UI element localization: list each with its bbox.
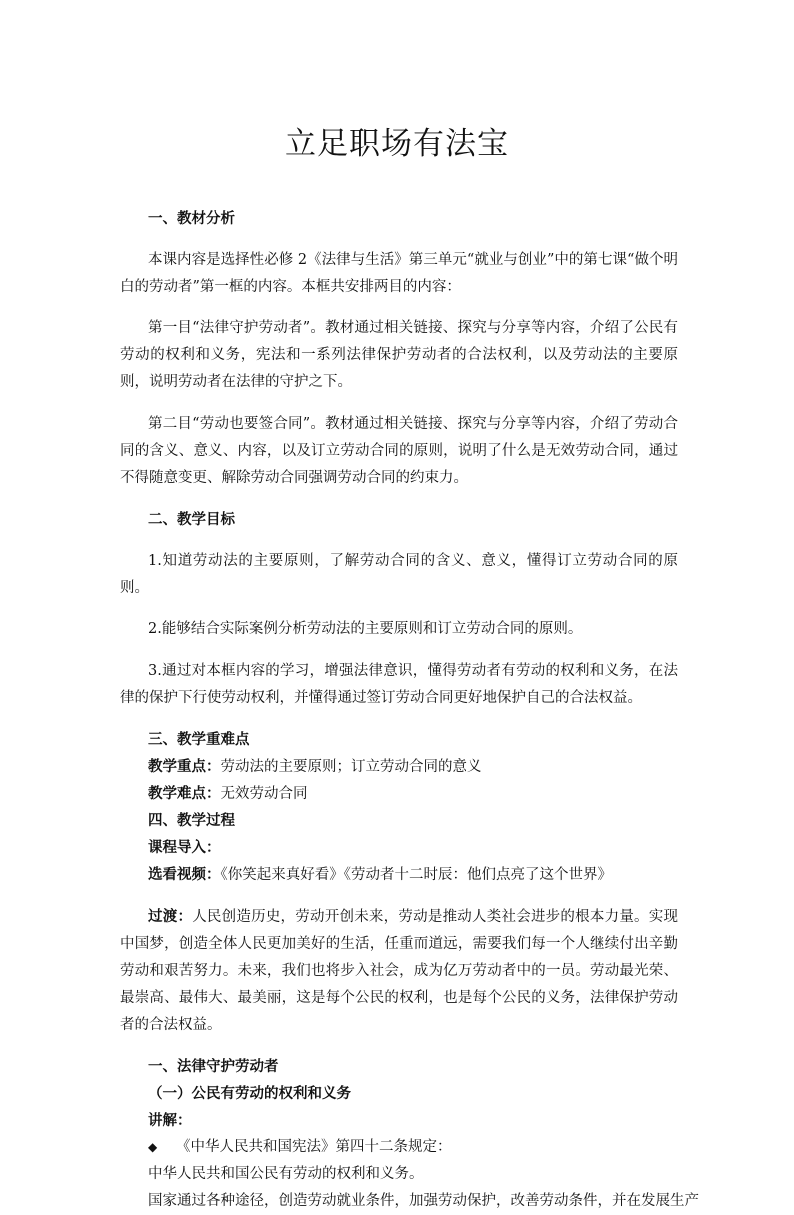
video-line (120, 861, 678, 888)
document-title: 立足职场有法宝 (285, 126, 509, 162)
section-heading-process: 四、教学过程 (148, 812, 235, 829)
video-text: 《你笑起来真好看》《劳动者十二时辰：他们点亮了这个世界》 (220, 867, 612, 883)
law-paragraph-2: 国家通过各种途径，创造劳动就业条件，加强劳动保护，改善劳动条件，并在发展生产 (148, 1193, 699, 1209)
law-paragraph-1: 中华人民共和国公民有劳动的权利和义务。 (148, 1166, 424, 1182)
diamond-bullet-icon: ◆ (148, 1140, 158, 1154)
bullet-text: 《中华人民共和国宪法》第四十二条规定： (176, 1139, 452, 1155)
section-heading-objectives: 二、教学目标 (148, 511, 235, 528)
difficult-point-line (120, 780, 678, 807)
video-label: 选看视频： (148, 866, 221, 883)
key-point-line (120, 753, 678, 780)
paragraph-materials-topic2: 第二目“劳动也要签合同”。教材通过相关链接、探究与分享等内容，介绍了劳动合同的含义、意义、内容，以及订立劳动合同的原则，说明了什么是无效劳动合同，通过不得随意变更、解除劳动合同强调劳动合同的约束力。 (120, 415, 678, 486)
difficult-point-text: 无效劳动合同 (220, 786, 308, 802)
key-point-label: 教学重点： (148, 758, 221, 775)
objective-item-2: 2.能够结合实际案例分析劳动法的主要原则和订立劳动合同的原则。 (148, 621, 583, 637)
difficult-point-label: 教学难点： (148, 785, 221, 802)
part1-heading: 一、法律守护劳动者 (148, 1058, 279, 1075)
paragraph-materials-topic1: 第一目“法律守护劳动者”。教材通过相关链接、探究与分享等内容，介绍了公民有劳动的权利和义务，宪法和一系列法律保护劳动者的合法权利，以及劳动法的主要原则，说明劳动者在法律的守护之下。 (120, 320, 678, 390)
key-point-text: 劳动法的主要原则；订立劳动合同的意义 (220, 759, 482, 775)
course-intro-label: 课程导入： (148, 839, 221, 856)
document-body (120, 205, 699, 1215)
bullet-line (120, 1134, 678, 1161)
section-heading-materials: 一、教材分析 (148, 210, 235, 227)
objective-item-1: 1.知道劳动法的主要原则，了解劳动合同的含义、意义，懂得订立劳动合同的原则。 (120, 552, 678, 596)
part1-subheading: （一）公民有劳动的权利和义务 (148, 1085, 351, 1102)
transition-paragraph (120, 903, 678, 1039)
section-heading-key-points: 三、教学重难点 (148, 731, 250, 748)
transition-label: 过渡： (148, 907, 193, 925)
explain-label: 讲解： (148, 1112, 192, 1129)
objective-item-3: 3.通过对本框内容的学习，增强法律意识，懂得劳动者有劳动的权利和义务，在法律的保护下行使劳动权利，并懂得通过签订劳动合同更好地保护自己的合法权益。 (120, 662, 678, 706)
paragraph-materials-intro: 本课内容是选择性必修 2《法律与生活》第三单元“就业与创业”中的第七课“做个明白的劳动者”第一框的内容。本框共安排两目的内容： (120, 251, 678, 295)
transition-text: 人民创造历史，劳动开创未来，劳动是推动人类社会进步的根本力量。实现中国梦，创造全体人民更加美好的生活，任重而道远，需要我们每一个人继续付出辛勤劳动和艰苦努力。未来，我们也将步入社会，成为亿万劳动者中的一员。劳动最光荣、最崇高、最伟大、最美丽，这是每个公民的权利，也是每个公民的义务，法律保护劳动者的合法权益。 (120, 908, 678, 1033)
